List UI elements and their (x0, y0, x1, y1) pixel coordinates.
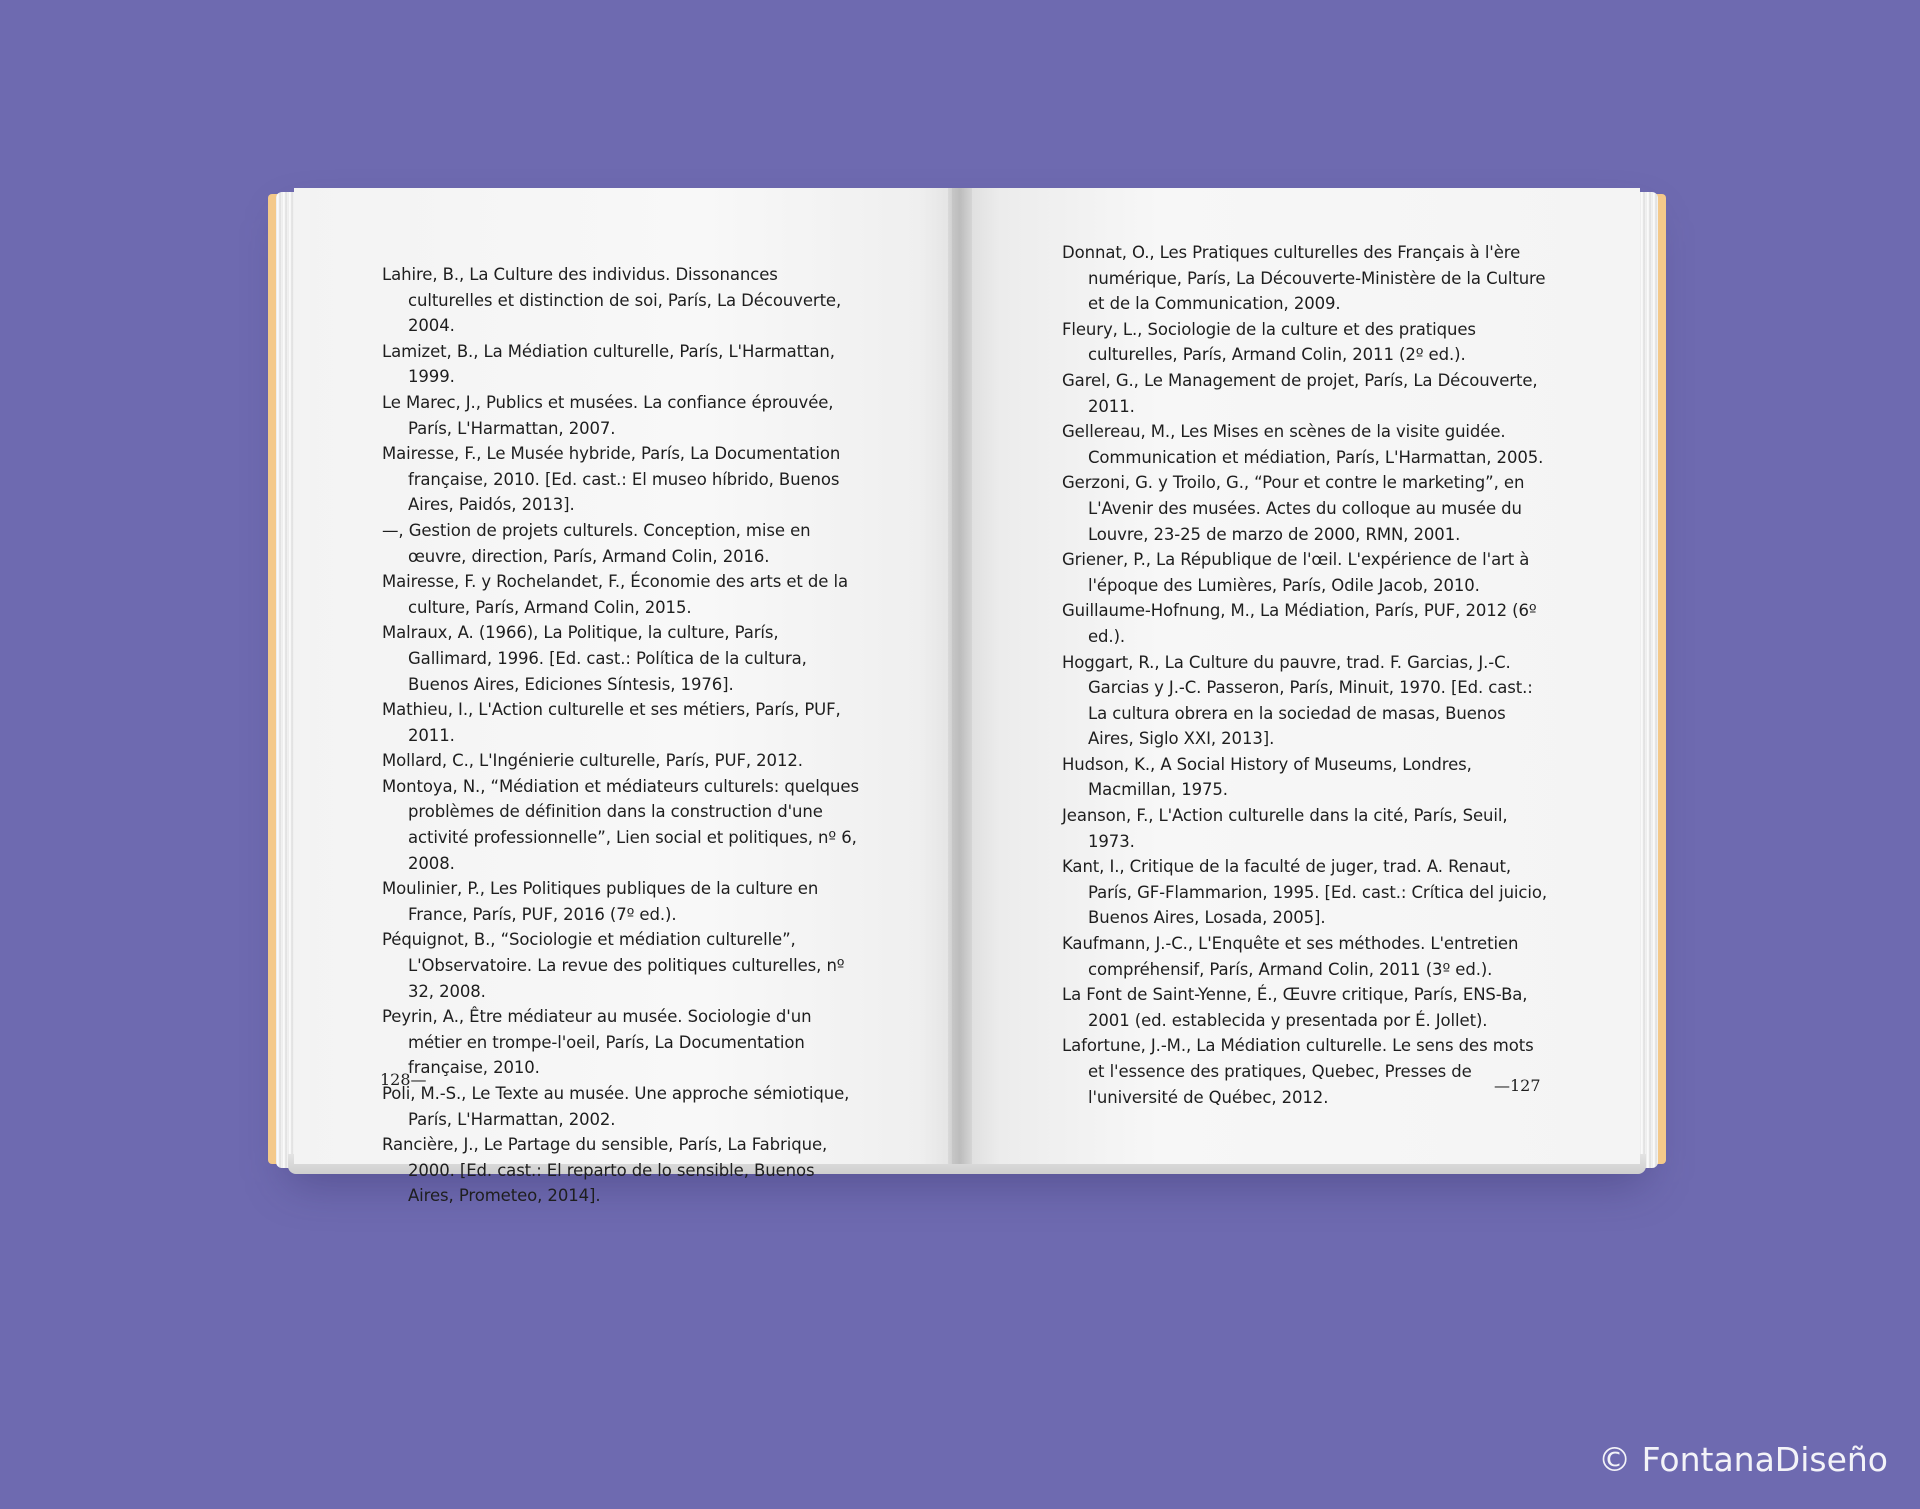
bibliography-entry: Hudson, K., A Social History of Museums, Londres, Macmillan, 1975. (1062, 754, 1472, 800)
book-gutter (948, 188, 972, 1164)
bibliography-entry: Gellereau, M., Les Mises en scènes de la visite guidée. Communication et médiation, París, L'Harmattan, 2005. (1062, 422, 1544, 467)
bibliography-entry: Griener, P., La République de l'œil. L'expérience de l'art à l'époque des Lumières, París, Odile Jacob, 2010. (1062, 550, 1530, 595)
bibliography-entry: Fleury, L., Sociologie de la culture et des pratiques culturelles, París, Armand Colin, 2011 (2º ed.). (1062, 319, 1476, 365)
page-number-left: 128— (380, 1070, 427, 1089)
bibliography-entry: Lamizet, B., La Médiation culturelle, París, L'Harmattan, 1999. (382, 341, 835, 387)
open-book (268, 188, 1666, 1206)
bibliography-entry: Mollard, C., L'Ingénierie culturelle, París, PUF, 2012. (382, 751, 803, 771)
bibliography-entry: Mathieu, I., L'Action culturelle et ses métiers, París, PUF, 2011. (382, 700, 841, 745)
bibliography-entry: Montoya, N., “Médiation et médiateurs culturels: quelques problèmes de définition dans la construction d'une activité professionnelle”, Lien social et politiques, nº 6, 2008. (382, 776, 859, 873)
bibliography-entry: Mairesse, F. y Rochelandet, F., Économie des arts et de la culture, París, Armand Colin, 2015. (382, 572, 848, 617)
bibliography-entry: —, Gestion de projets culturels. Conception, mise en œuvre, direction, París, Armand Colin, 2016. (382, 520, 811, 566)
bibliography-entry: Poli, M.-S., Le Texte au musée. Une approche sémiotique, París, L'Harmattan, 2002. (382, 1084, 850, 1129)
bibliography-entry: La Font de Saint-Yenne, É., Œuvre critique, París, ENS-Ba, 2001 (ed. establecida y presentada por É. Jollet). (1062, 985, 1528, 1030)
bibliography-entry: Kant, I., Critique de la faculté de juger, trad. A. Renaut, París, GF-Flammarion, 1995. [Ed. cast.: Crítica del juicio, Buenos Aires, Losada, 2005]. (1062, 857, 1548, 928)
bibliography-entry: Rancière, J., Le Partage du sensible, París, La Fabrique, 2000. [Ed. cast.: El reparto de lo sensible, Buenos Aires, Prometeo, 2014]. (382, 1135, 828, 1206)
bibliography-entry: Jeanson, F., L'Action culturelle dans la cité, París, Seuil, 1973. (1062, 806, 1508, 851)
bibliography-entry: Peyrin, A., Être médiateur au musée. Sociologie d'un métier en trompe-l'oeil, París, La Documentation française, 2010. (382, 1007, 812, 1078)
copyright-watermark: © FontanaDiseño (1598, 1440, 1888, 1479)
bibliography-entry: Malraux, A. (1966), La Politique, la culture, París, Gallimard, 1996. [Ed. cast.: Política de la cultura, Buenos Aires, Ediciones Síntesis, 1976]. (382, 623, 807, 694)
bibliography-entry: Péquignot, B., “Sociologie et médiation culturelle”, L'Observatoire. La revue des politiques culturelles, nº 32, 2008. (382, 930, 845, 1001)
bibliography-entry: Moulinier, P., Les Politiques publiques de la culture en France, París, PUF, 2016 (7º ed.). (382, 879, 819, 924)
left-bibliography (382, 262, 862, 1209)
bibliography-entry: Garel, G., Le Management de projet, París, La Découverte, 2011. (1062, 370, 1538, 416)
page-number-right: —127 (1494, 1076, 1541, 1095)
bibliography-entry: Lahire, B., La Culture des individus. Dissonances culturelles et distinction de soi, París, La Découverte, 2004. (382, 265, 842, 336)
bibliography-entry: Donnat, O., Les Pratiques culturelles des Français à l'ère numérique, París, La Découverte-Ministère de la Culture et de la Communication, 2009. (1062, 243, 1546, 314)
bibliography-entry: Gerzoni, G. y Troilo, G., “Pour et contre le marketing”, en L'Avenir des musées. Actes du colloque au musée du Louvre, 23-25 de marzo de 2000, RMN, 2001. (1062, 473, 1525, 544)
right-bibliography (1062, 240, 1552, 1110)
bibliography-entry: Lafortune, J.-M., La Médiation culturelle. Le sens des mots et l'essence des pratiques, Quebec, Presses de l'université de Québec, 2012. (1062, 1036, 1534, 1107)
bibliography-entry: Guillaume-Hofnung, M., La Médiation, París, PUF, 2012 (6º ed.). (1062, 601, 1537, 646)
bibliography-entry: Hoggart, R., La Culture du pauvre, trad. F. Garcias, J.-C. Garcias y J.-C. Passeron, París, Minuit, 1970. [Ed. cast.: La cultura obrera en la sociedad de masas, Buenos Aires, Siglo XXI, 2013]. (1062, 652, 1533, 749)
bibliography-entry: Le Marec, J., Publics et musées. La confiance éprouvée, París, L'Harmattan, 2007. (382, 392, 834, 438)
bibliography-entry: Kaufmann, J.-C., L'Enquête et ses méthodes. L'entretien compréhensif, París, Armand Colin, 2011 (3º ed.). (1062, 934, 1519, 979)
bibliography-entry: Mairesse, F., Le Musée hybride, París, La Documentation française, 2010. [Ed. cast.: El museo híbrido, Buenos Aires, Paidós, 2013]. (382, 444, 841, 515)
